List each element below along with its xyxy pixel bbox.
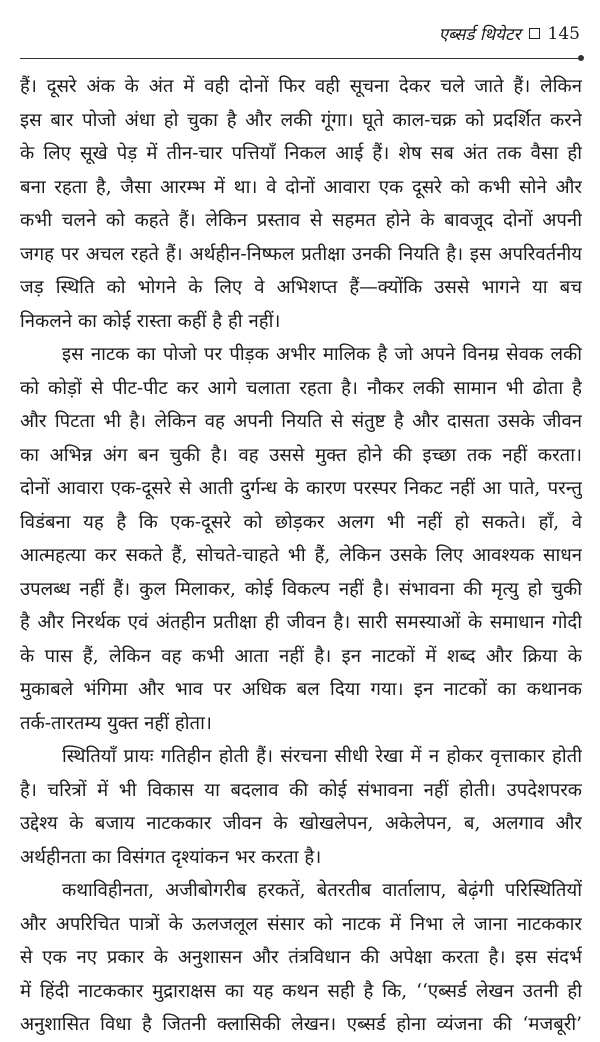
text-line: मुकाबले भंगिमा और भाव पर अधिक बल दिया गया। इन नाटकों का कथानक	[20, 679, 582, 700]
square-bullet-icon	[529, 28, 540, 39]
text-line: का अभिन्न अंग बन चुकी है। वह उससे मुक्त होने की इच्छा तक नहीं करता।	[20, 444, 582, 466]
text-line: अनुशासित विधा है जितनी क्लासिकी लेखन। एब्सर्ड होना व्यंजना की ‘मजबूरी’	[20, 1014, 582, 1035]
text-line: और पिटता भी है। लेकिन वह अपनी नियति से संतुष्ट है और दासता उसके जीवन	[20, 411, 582, 432]
text-line: है और निरर्थक एवं अंतहीन प्रतीक्षा ही जीवन है। सारी समस्याओं के समाधान गोदी	[20, 612, 582, 633]
text-line: कथाविहीनता, अजीबोगरीब हरकतें, बेतरतीब वार्तालाप, बेढ़ंगी परिस्थितियों	[62, 880, 582, 901]
page-number: 145	[547, 23, 580, 44]
text-line: है। चरित्रों में भी विकास या बदलाव की कोई संभावना नहीं होती। उपदेशपरक	[20, 779, 582, 801]
text-line: के लिए सूखे पेड़ में तीन-चार पत्तियाँ निकल आई हैं। शेष सब अंत तक वैसा ही	[20, 143, 582, 164]
text-line: अर्थहीनता का विसंगत दृश्यांकन भर करता है।	[20, 846, 322, 868]
text-line: तर्क-तारतम्य युक्त नहीं होता।	[20, 712, 212, 734]
text-line: के पास हैं, लेकिन वह कभी आता नहीं है। इन नाटकों में शब्द और क्रिया के	[20, 645, 582, 667]
text-line: जगह पर अचल रहते हैं। अर्थहीन-निष्फल प्रतीक्षा उनकी नियति है। इस अपरिवर्तनीय	[20, 243, 582, 265]
text-line: आत्महत्या कर सकते हैं, सोचते-चाहते भी हैं, लेकिन उसके लिए आवश्यक साधन	[20, 545, 582, 566]
body-text	[20, 70, 582, 1042]
text-line: इस नाटक का पोजो पर पीड़क अभीर मालिक है जो अपने विनम्र सेवक लकी	[62, 344, 582, 365]
text-line: उपलब्ध नहीं हैं। कुल मिलाकर, कोई विकल्प नहीं है। संभावना की मृत्यु हो चुकी	[20, 578, 582, 600]
rule-end-dot	[578, 55, 584, 61]
header-rule	[20, 58, 582, 59]
text-line: निकलने का कोई रास्ता कहीं है ही नहीं।	[20, 310, 281, 332]
text-line: विडंबना यह है कि एक-दूसरे को छोड़कर अलग भी नहीं हो सकते। हाँ, वे	[20, 511, 582, 533]
text-line: में हिंदी नाटककार मुद्राराक्षस का यह कथन सही है कि, ‘‘एब्सर्ड लेखन उतनी ही	[20, 980, 582, 1002]
text-line: उद्देश्य के बजाय नाटककार जीवन के खोखलेपन, अकेलेपन, ब, अलगाव और	[20, 813, 582, 834]
text-line: कभी चलने को कहते हैं। लेकिन प्रस्ताव से सहमत होने के बावजूद दोनों अपनी	[20, 210, 582, 231]
text-line: बना रहता है, जैसा आरम्भ में था। वे दोनों आवारा एक दूसरे को कभी सोने और	[20, 176, 582, 198]
text-line: दोनों आवारा एक-दूसरे से आती दुर्गन्ध के कारण परस्पर निकट नहीं आ पाते, परन्तु	[20, 478, 582, 499]
page-header	[439, 22, 580, 45]
text-line: और अपरिचित पात्रों के ऊलजलूल संसार को नाटक में निभा ले जाना नाटककार	[20, 913, 582, 935]
text-line: स्थितियाँ प्रायः गतिहीन होती हैं। संरचना सीधी रेखा में न होकर वृत्ताकार होती	[62, 746, 582, 767]
text-line: जड़ स्थिति को भोगने के लिए वे अभिशप्त हैं—क्योंकि उससे भागने या बच	[20, 277, 582, 298]
running-title: एब्सर्ड थियेटर	[438, 25, 521, 45]
text-line: हैं। दूसरे अंक के अंत में वही दोनों फिर वही सूचना देकर चले जाते हैं। लेकिन	[20, 76, 582, 97]
text-line: इस बार पोजो अंधा हो चुका है और लकी गूंगा। घूते काल-चक्र को प्रदर्शित करने	[20, 109, 582, 131]
text-line: को कोड़ों से पीट-पीट कर आगे चलाता रहता है। नौकर लकी सामान भी ढोता है	[20, 377, 582, 399]
text-line: से एक नए प्रकार के अनुशासन और तंत्रविधान की अपेक्षा करता है। इस संदर्भ	[20, 947, 582, 968]
